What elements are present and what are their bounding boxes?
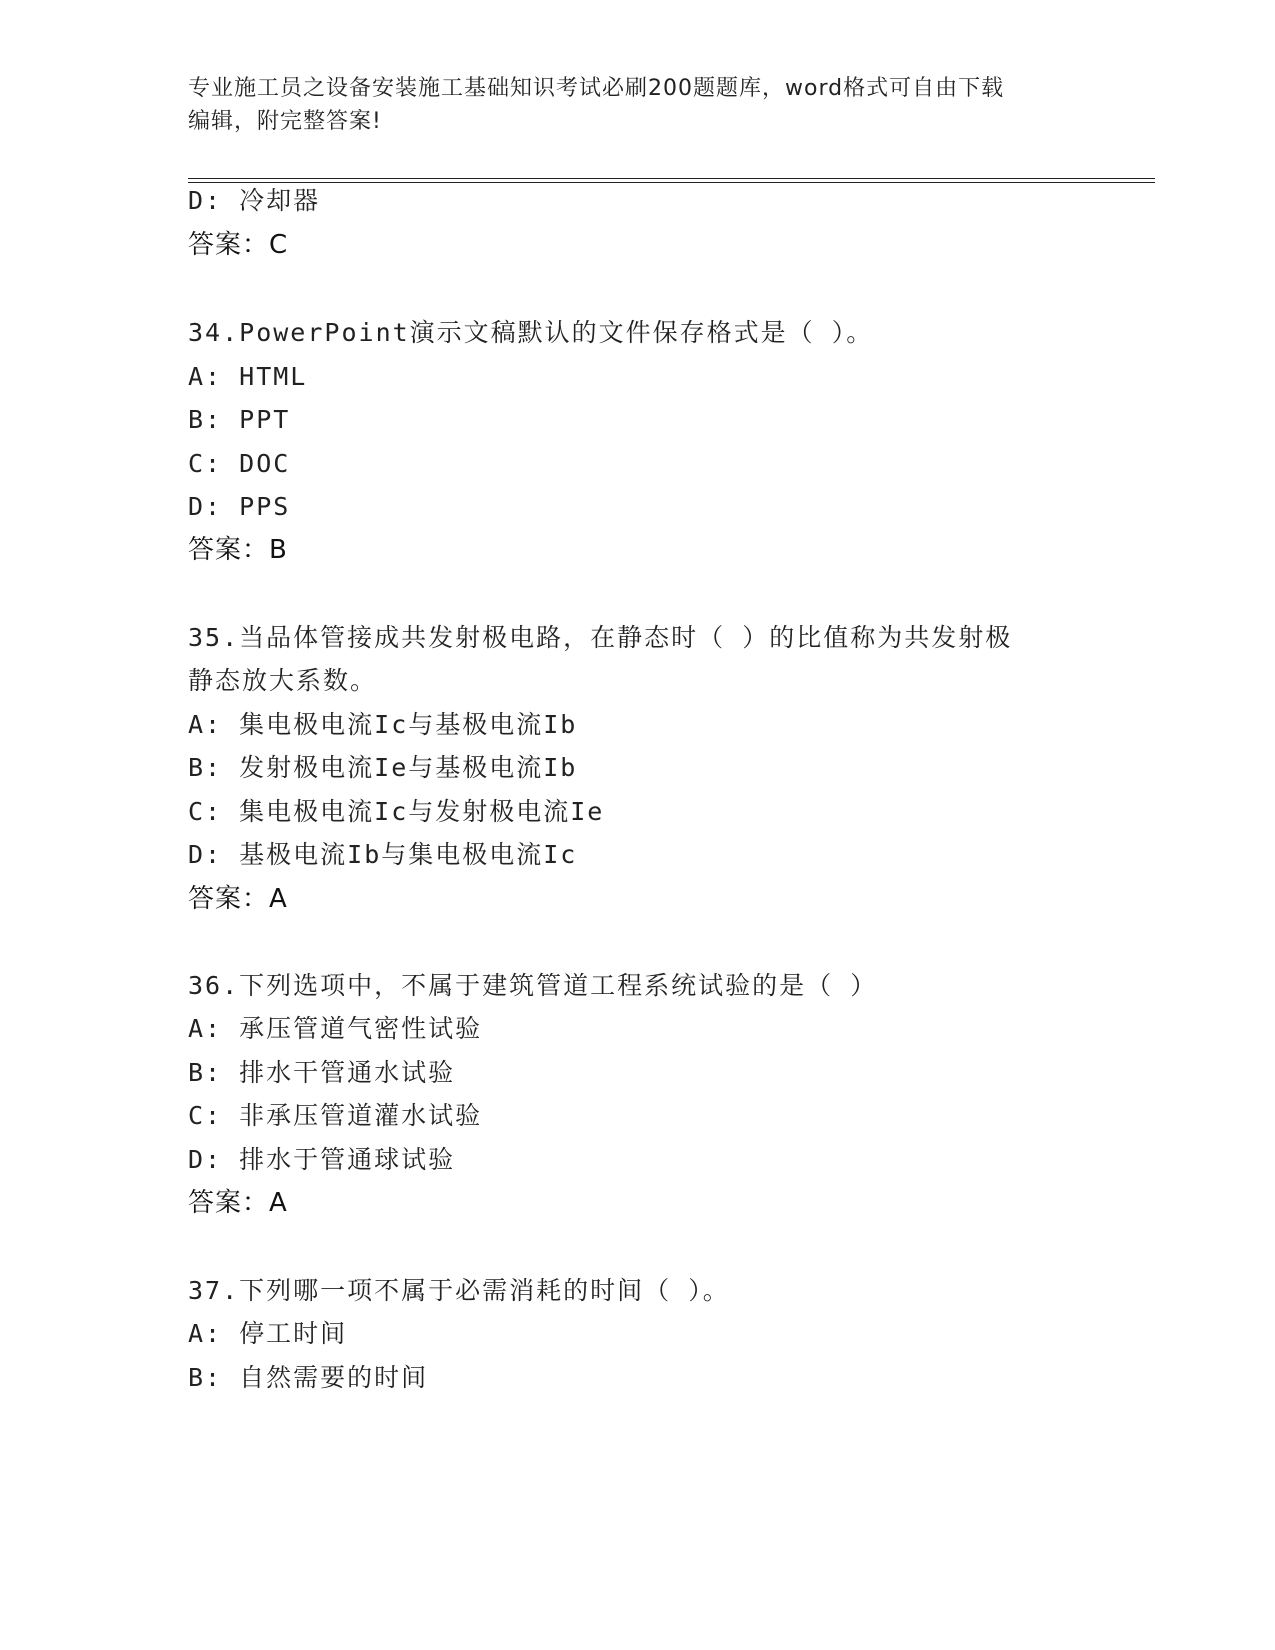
- question-34-option-a: A: HTML: [188, 362, 308, 391]
- question-34-option-b: B: PPT: [188, 405, 291, 434]
- question-35-answer: 答案：A: [188, 884, 288, 914]
- question-34-answer: 答案：B: [188, 535, 288, 565]
- header-divider: [188, 178, 1155, 183]
- question-35-option-d: D: 基极电流Ib与集电极电流Ic: [188, 840, 578, 869]
- question-34-stem: 34.PowerPoint演示文稿默认的文件保存格式是（ ）。: [188, 318, 874, 347]
- prev-answer: 答案：C: [188, 230, 289, 260]
- header-line-2: 编辑，附完整答案!: [188, 109, 382, 134]
- question-37-option-a: A: 停工时间: [188, 1319, 348, 1348]
- question-36-option-b: B: 排水干管通水试验: [188, 1058, 456, 1087]
- question-35-option-a: A: 集电极电流Ic与基极电流Ib: [188, 710, 578, 739]
- question-35-stem-line-1: 35.当品体管接成共发射极电路，在静态时（ ）的比值称为共发射极: [188, 623, 1013, 652]
- question-35-stem-line-2: 静态放大系数。: [188, 666, 378, 695]
- question-36-option-a: A: 承压管道气密性试验: [188, 1014, 483, 1043]
- question-35-option-b: B: 发射极电流Ie与基极电流Ib: [188, 753, 578, 782]
- header-line-1: 专业施工员之设备安装施工基础知识考试必刷200题题库，word格式可自由下载: [188, 76, 1005, 101]
- prev-option-d: D: 冷却器: [188, 186, 321, 215]
- question-34-option-c: C: DOC: [188, 449, 291, 478]
- question-35-option-c: C: 集电极电流Ic与发射极电流Ie: [188, 797, 605, 826]
- question-37-stem: 37.下列哪一项不属于必需消耗的时间（ ）。: [188, 1276, 730, 1305]
- question-36-option-d: D: 排水于管通球试验: [188, 1145, 456, 1174]
- question-36-option-c: C: 非承压管道灌水试验: [188, 1101, 483, 1130]
- question-34-option-d: D: PPS: [188, 492, 291, 521]
- document-header: [188, 72, 1088, 138]
- question-37-option-b: B: 自然需要的时间: [188, 1363, 429, 1392]
- question-36-stem: 36.下列选项中，不属于建筑管道工程系统试验的是（ ）: [188, 971, 878, 1000]
- question-36-answer: 答案：A: [188, 1188, 288, 1218]
